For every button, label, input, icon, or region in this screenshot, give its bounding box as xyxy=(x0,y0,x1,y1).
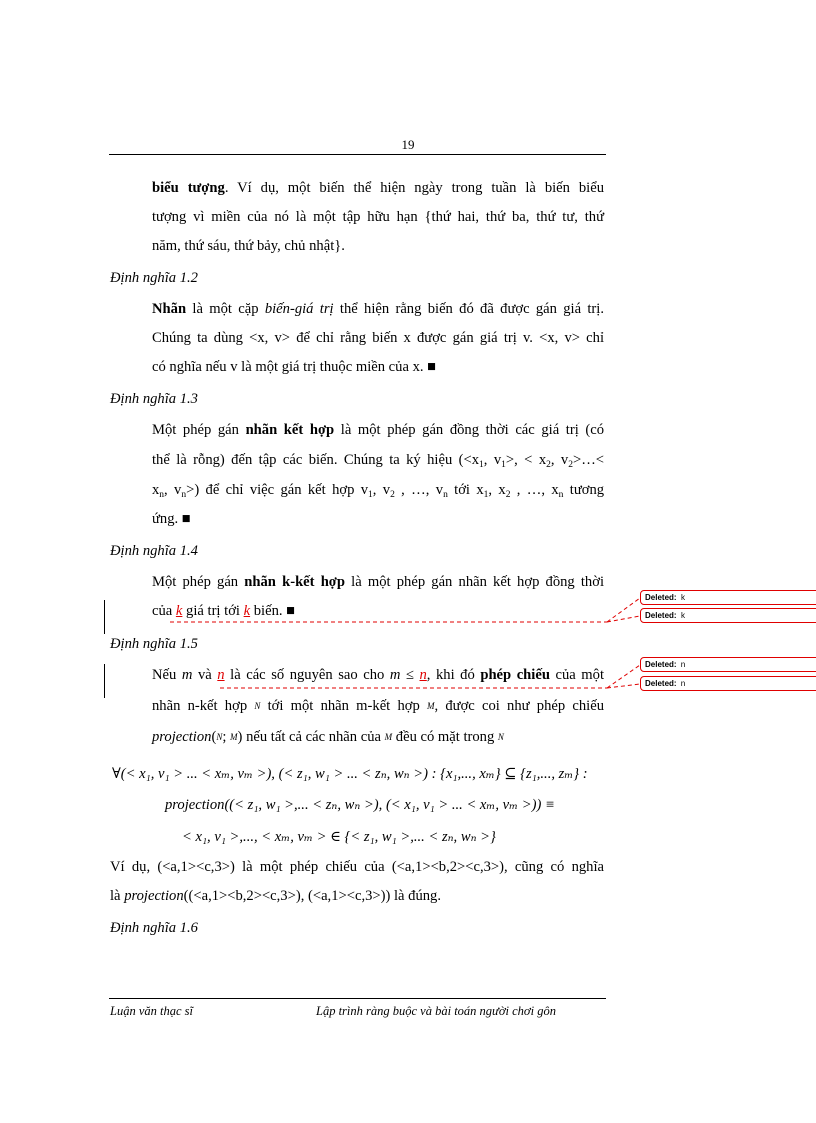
footer-left: Luận văn thạc sĩ xyxy=(110,1004,193,1018)
page-number: 19 xyxy=(401,137,415,152)
revision-balloon-deleted-k[interactable]: Deleted: k xyxy=(640,608,816,623)
def14-line1: Một phép gán nhãn k-kết hợp là một phép gán nhãn kết hợp đồng thời xyxy=(152,574,605,590)
revision-k-2: k xyxy=(243,603,251,619)
def13-line2: thể là rỗng) đến tập các biến. Chúng ta ký hiệu ($<x_1$, $v_1>$, < $x_2$, $v_2>\dots<$ xyxy=(152,452,605,470)
def15-line2: nhãn n-kết hợp N tới một nhãn m-kết hợp M, được coi như phép chiếu xyxy=(152,698,604,714)
definition-1-2-title: Định nghĩa 1.2 xyxy=(110,270,198,286)
example-line2: là projection((<a,1><b,2><c,3>), (<a,1><c,3>)) là đúng. xyxy=(110,888,441,904)
para1-line2: tượng vì miền của nó là một tập hữu hạn {thứ hai, thứ ba, thứ tư, thứ xyxy=(152,209,604,225)
def12-line2: Chúng ta dùng <x, v> để chỉ rằng biến x được gán giá trị v. <x, v> chỉ xyxy=(152,330,604,346)
formula-line-1: ∀(< x₁, v₁ > ... < xₘ, vₘ >), (< z₁, w₁ > ... < zₙ, wₙ >) : {x₁,..., xₘ} ⊆ {z₁,..., zₘ} : xyxy=(112,766,588,782)
revision-balloon-deleted-n[interactable]: Deleted: n xyxy=(640,657,816,672)
revision-n-1: n xyxy=(217,667,225,683)
connector-k-2 xyxy=(607,616,640,622)
revision-n-2: n xyxy=(419,667,427,683)
formula-line-3: < x₁, v₁ >,..., < xₘ, vₘ > ∈ {< z₁, w₁ >,... < zₙ, wₙ >} xyxy=(182,829,496,845)
definition-1-4-title: Định nghĩa 1.4 xyxy=(110,543,198,559)
example-line1: Ví dụ, (<a,1><c,3>) là một phép chiếu của (<a,1><b,2><c,3>), cũng có nghĩa xyxy=(110,859,604,875)
definition-1-3-title: Định nghĩa 1.3 xyxy=(110,391,198,407)
footer-right: Lập trình ràng buộc và bài toán người chơi gôn xyxy=(316,1004,556,1018)
revision-balloon-deleted-k[interactable]: Deleted: k xyxy=(640,590,816,605)
def13-line4: ứng. ■ xyxy=(152,511,191,527)
para1-line3: năm, thứ sáu, thứ bảy, chủ nhật}. xyxy=(152,238,345,254)
def15-line1: Nếu m và n là các số nguyên sao cho m ≤ n, khi đó phép chiếu của một xyxy=(152,667,604,683)
revision-balloon-deleted-n[interactable]: Deleted: n xyxy=(640,676,816,691)
formula-line-2: projection((< z₁, w₁ >,... < zₙ, wₙ >), (< x₁, v₁ > ... < xₘ, vₘ >)) ≡ xyxy=(165,797,555,813)
def13-line3: $x_n$, $v_n>$) để chỉ việc gán kết hợp $v_1$, $v_2$ , …, $v_n$ tới $x_1$, $x_2$ , …, $x_n$ tương xyxy=(152,482,605,500)
def12-line1: Nhãn là một cặp biến-giá trị thể hiện rằng biến đó đã được gán giá trị. xyxy=(152,301,604,317)
def15-line3: projection(N; M) nếu tất cả các nhãn của M đều có mặt trong N xyxy=(152,729,504,745)
connector-n-2 xyxy=(607,684,640,688)
def12-line3: có nghĩa nếu v là một giá trị thuộc miền của x. ■ xyxy=(152,359,436,375)
definition-1-6-title: Định nghĩa 1.6 xyxy=(110,920,198,936)
definition-1-5-title: Định nghĩa 1.5 xyxy=(110,636,198,652)
def13-line1: Một phép gán nhãn kết hợp là một phép gán đồng thời các giá trị (có xyxy=(152,422,604,438)
connector-k-1 xyxy=(607,598,640,622)
para1-line1: biểu tượng. Ví dụ, một biến thể hiện ngày trong tuần là biến biểu xyxy=(152,180,604,196)
revision-k-1: k xyxy=(175,603,183,619)
def14-line2: của k giá trị tới k biến. ■ xyxy=(152,603,295,619)
